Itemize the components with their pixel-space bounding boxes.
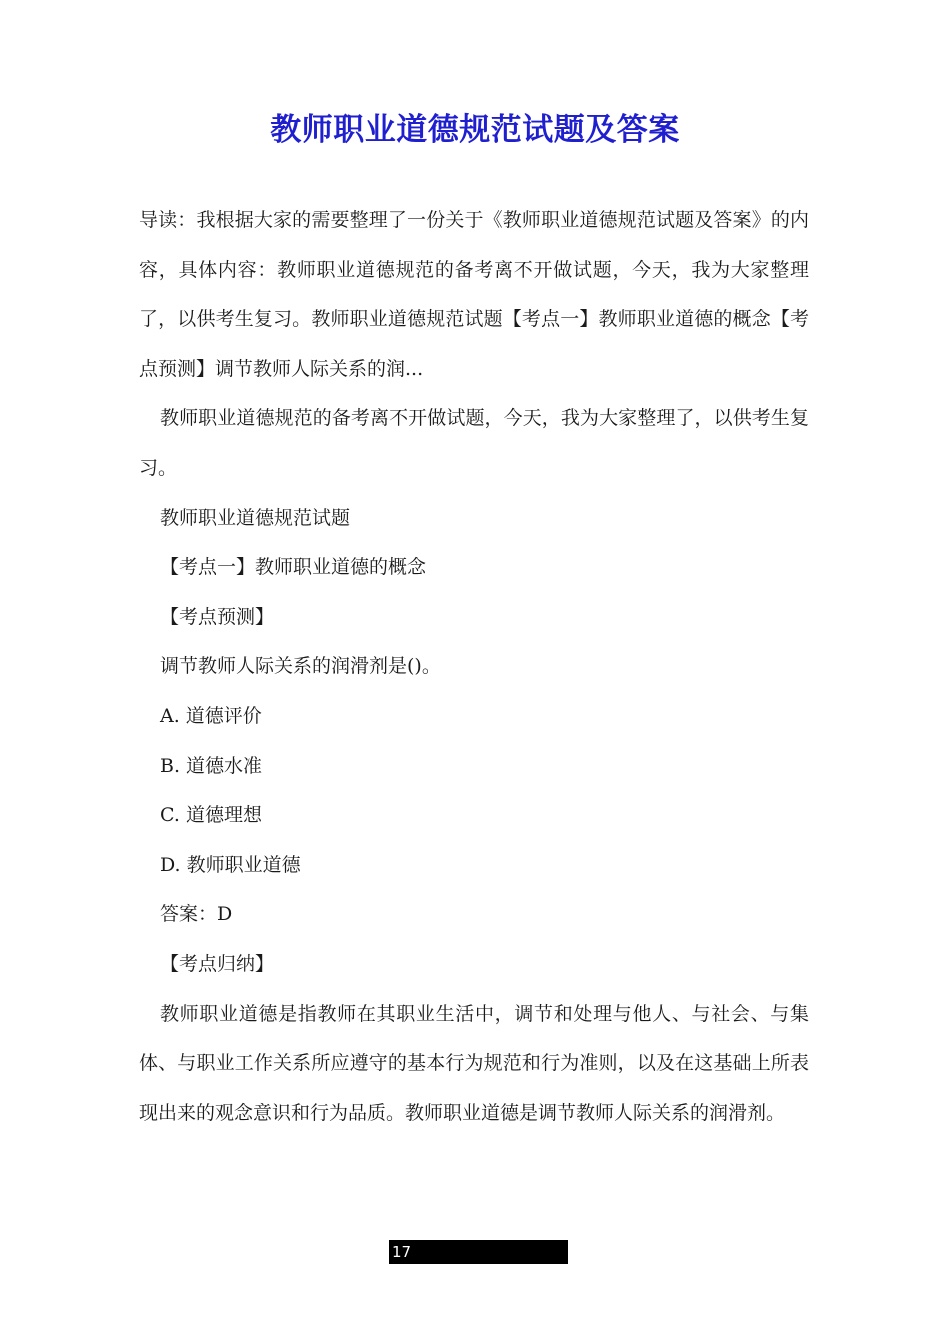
option-c: C. 道德理想 xyxy=(160,804,262,827)
document-title: 教师职业道德规范试题及答案 xyxy=(270,112,680,148)
prediction-heading: 【考点预测】 xyxy=(160,605,275,628)
option-d: D. 教师职业道德 xyxy=(160,853,301,876)
page-footer-bar xyxy=(389,1240,568,1264)
page-number: 17 xyxy=(392,1243,412,1261)
document-body xyxy=(139,196,809,1138)
option-b: B. 道德水准 xyxy=(160,754,263,777)
summary-heading: 【考点归纳】 xyxy=(160,952,275,975)
preface-paragraph: 教师职业道德规范的备考离不开做试题，今天，我为大家整理了，以供考生复习。 xyxy=(139,407,809,479)
answer-text: 答案：D xyxy=(160,903,233,926)
intro-paragraph: 导读：我根据大家的需要整理了一份关于《教师职业道德规范试题及答案》的内容，具体内容：教师职业道德规范的备考离不开做试题，今天，我为大家整理了，以供考生复习。教师职业道德规范试题【考点一】教师职业道德的概念【考点预测】调节教师人际关系的润... xyxy=(139,209,809,380)
exam-point-heading: 【考点一】教师职业道德的概念 xyxy=(160,556,427,579)
section-heading: 教师职业道德规范试题 xyxy=(160,506,351,529)
question-text: 调节教师人际关系的润滑剂是()。 xyxy=(160,655,441,678)
summary-paragraph: 教师职业道德是指教师在其职业生活中，调节和处理与他人、与社会、与集体、与职业工作关系所应遵守的基本行为规范和行为准则，以及在这基础上所表现出来的观念意识和行为品质。教师职业道德是调节教师人际关系的润滑剂。 xyxy=(139,1002,809,1124)
option-a: A. 道德评价 xyxy=(160,704,262,727)
